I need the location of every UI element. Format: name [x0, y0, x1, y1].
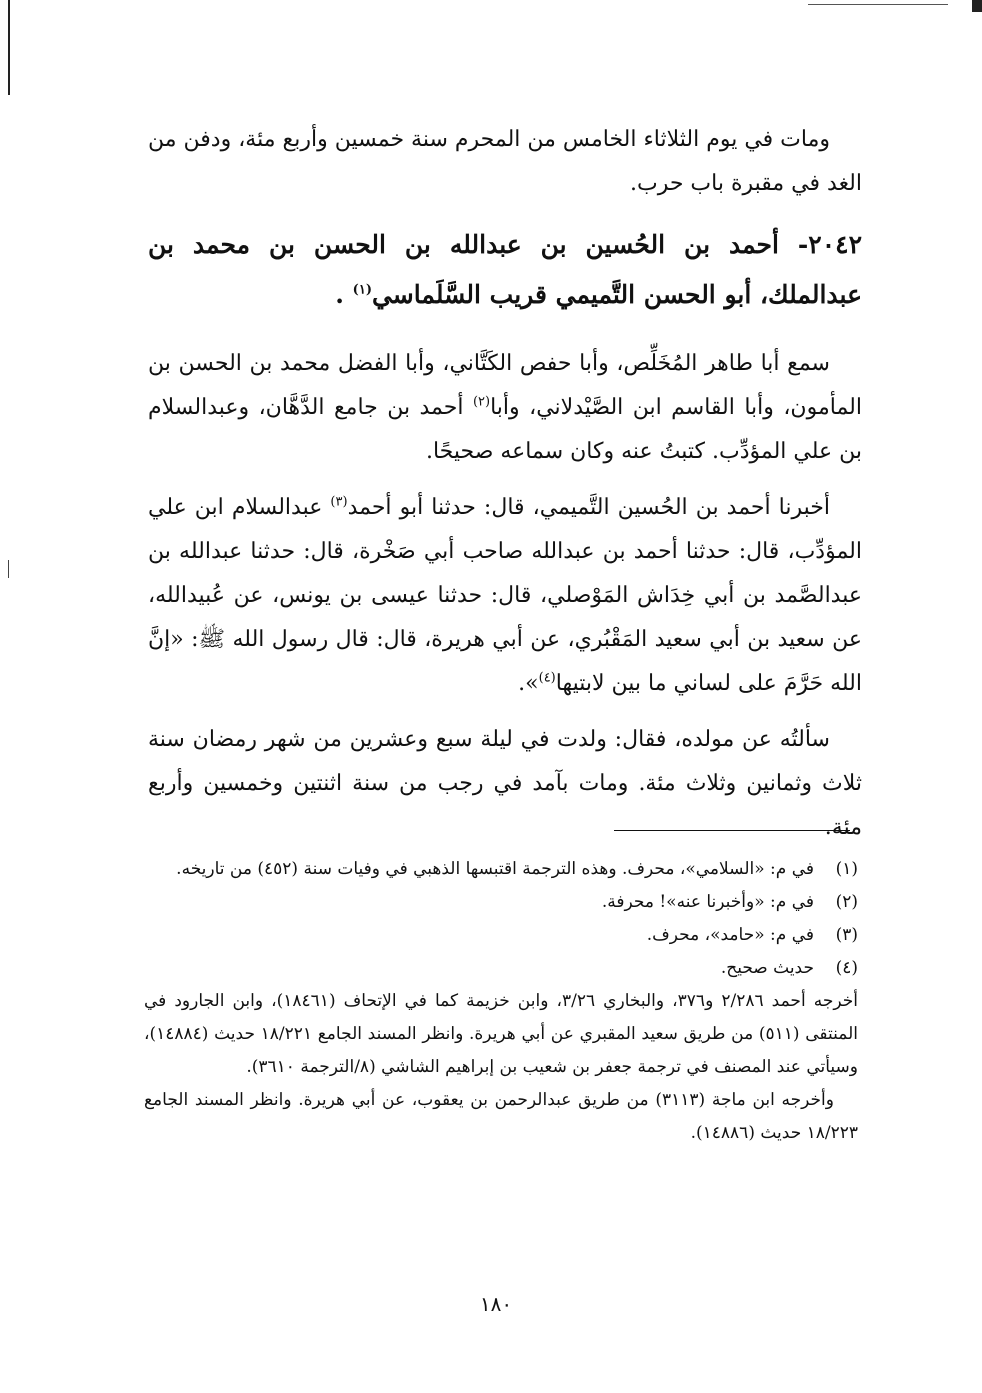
hadith-text-c: ».: [518, 671, 539, 696]
footnotes-section: [144, 853, 858, 1150]
paragraph-teachers: [148, 342, 862, 474]
heading-end: .: [335, 280, 353, 309]
biography-heading: [148, 220, 862, 320]
footnote-ref-4: (٤): [538, 670, 556, 686]
footnote-ref-1: (١): [352, 282, 372, 298]
heading-text: ٢٠٤٢- أحمد بن الحُسين بن عبدالله بن الحسن بن محمد بن عبدالملك، أبو الحسن التَّميمي قريب السَّلَماسي: [148, 230, 862, 309]
page-number: ١٨٠: [479, 1292, 513, 1316]
hadith-text-a: أخبرنا أحمد بن الحُسين التَّميمي، قال: حدثنا أبو أحمد: [347, 495, 830, 520]
footnote-number: (١): [835, 859, 858, 879]
teachers-text-b: أحمد بن جامع الدَّهَّان، وعبدالسلام بن علي المؤدِّب. كتبتُ عنه وكان سماعه صحيحًا.: [148, 395, 862, 464]
teachers-text-a: سمع أبا طاهر المُخَلِّص، وأبا حفص الكَتَّاني، وأبا الفضل محمد بن الحسن بن المأمون، وأبا القاسم ابن الصَّيْدلاني، وأبا: [148, 351, 862, 420]
footnote-4-takhrij: أخرجه أحمد ٢/٢٨٦ و٣٧٦، والبخاري ٣/٢٦، وابن خزيمة كما في الإتحاف (١٨٤٦١)، وابن الجارود في المنتقى (٥١١) من طريق سعيد المقبري عن أبي هريرة. وانظر المسند الجامع ١٨/٢٢١ حديث (١٤٨٨٤)، وسيأتي عند المصنف في ترجمة جعفر بن شعيب بن إبراهيم الشاشي (٨/الترجمة ٣٦١٠).: [144, 991, 859, 1077]
paragraph-hadith: [148, 486, 862, 706]
scan-edge-mark: [8, 0, 10, 95]
footnote-4-takhrij-2: وأخرجه ابن ماجة (٣١١٣) من طريق عبدالرحمن بن يعقوب، عن أبي هريرة. وانظر المسند الجامع ١٨/٢٢٣ حديث (١٤٨٨٦).: [144, 1090, 858, 1143]
paragraph-birth: سألتُه عن مولده، فقال: ولدت في ليلة سبع وعشرين من شهر رمضان سنة ثلاث وثمانين وثلاث مئة. ومات بآمد في رجب من سنة اثنتين وخمسين وأربع مئة.: [148, 727, 862, 840]
footnote-ref-3: (٣): [330, 494, 348, 510]
footnote: [144, 952, 858, 985]
footnote-number: (٢): [835, 892, 858, 912]
footnote-text: في م: «وأخبرنا عنه»! محرفة.: [601, 892, 814, 912]
paragraph-death-note: ومات في يوم الثلاثاء الخامس من المحرم سنة خمسين وأربع مئة، ودفن من الغد في مقبرة باب حرب.: [148, 127, 862, 196]
footnote-ref-2: (٢): [472, 394, 491, 410]
footnote-text: حديث صحيح.: [720, 958, 814, 978]
footnote: [144, 853, 858, 886]
scan-edge-mark-lower: [8, 560, 9, 578]
footnote-separator: [614, 830, 850, 831]
footnote-number: (٣): [835, 925, 858, 945]
page-body: [148, 118, 862, 850]
footnote: [144, 919, 858, 952]
scan-top-line: [808, 4, 948, 5]
footnote-text: في م: «السلامي»، محرف. وهذه الترجمة اقتبسها الذهبي في وفيات سنة (٤٥٢) من تاريخه.: [176, 859, 814, 879]
hadith-text-b: عبدالسلام ابن علي المؤدِّب، قال: حدثنا أحمد بن عبدالله صاحب أبي صَخْرة، قال: حدثنا عبدالله بن عبدالصَّمد بن أبي خِدَاش المَوْصلي، قال: حدثنا عيسى بن يونس، عن عُبيدالله، عن سعيد بن أبي سعيد المَقْبُري، عن أبي هريرة، قال: قال رسول الله ﷺ: «إنَّ الله حَرَّمَ على لساني ما بين لابتيها: [148, 495, 862, 696]
scan-corner-mark: [972, 0, 982, 12]
footnote: [144, 886, 858, 919]
footnote-text: في م: «حامد»، محرف.: [646, 925, 814, 945]
footnote-number: (٤): [835, 958, 858, 978]
